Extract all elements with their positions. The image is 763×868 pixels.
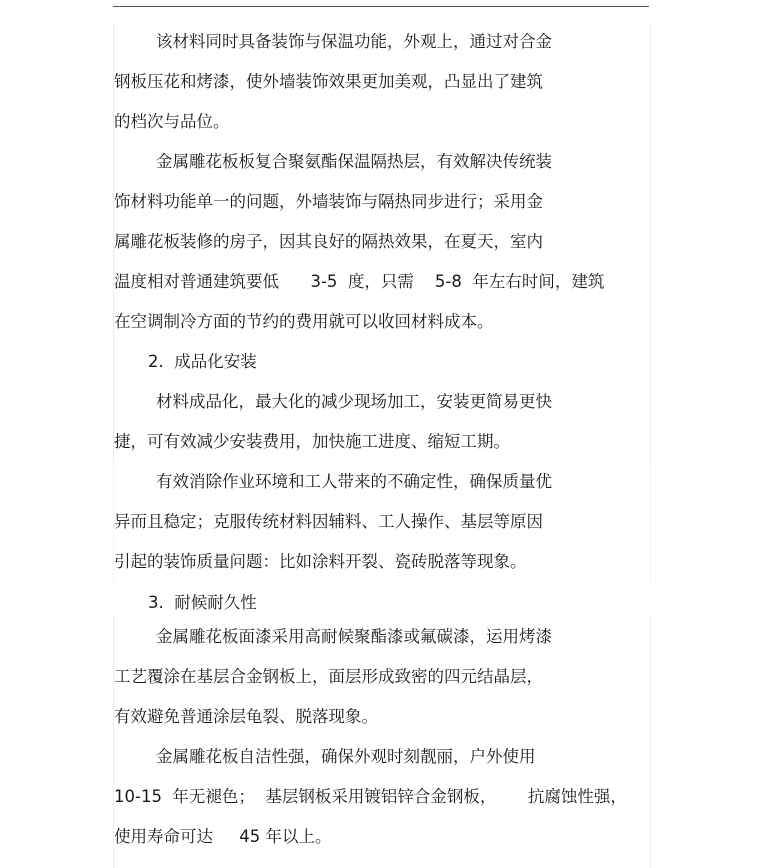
section-heading: 2. 成品化安装 [148,352,257,371]
paragraph-line: 有效避免普通涂层龟裂、脱落现象。 [114,707,378,726]
paragraph-line: 引起的装饰质量问题：比如涂料开裂、瓷砖脱落等现象。 [114,552,527,571]
paragraph-line: 饰材料功能单一的问题，外墙装饰与隔热同步进行；采用金 [114,192,543,211]
paragraph-line: 有效消除作业环境和工人带来的不确定性，确保质量优 [156,472,552,491]
paragraph-line: 使用寿命可达 45 年以上。 [114,827,332,846]
paragraph-line: 温度相对普通建筑要低 3-5 度，只需 5-8 年左右时间，建筑 [114,272,605,291]
paragraph-line: 异而且稳定；克服传统材料因辅料、工人操作、基层等原因 [114,512,543,531]
paragraph-line: 金属雕花板板复合聚氨酯保温隔热层，有效解决传统装 [156,152,552,171]
paragraph-line: 10-15 年无褪色； 基层钢板采用镀铝锌合金钢板， 抗腐蚀性强， [114,787,627,806]
section-heading: 3. 耐候耐久性 [148,593,257,612]
paragraph-line: 材料成品化，最大化的减少现场加工，安装更简易更快 [156,392,552,411]
paragraph-line: 在空调制冷方面的节约的费用就可以收回材料成本。 [114,312,494,331]
paragraph-line: 钢板压花和烤漆，使外墙装饰效果更加美观，凸显出了建筑 [114,72,543,91]
paragraph-line: 工艺覆涂在基层合金钢板上，面层形成致密的四元结晶层， [114,667,543,686]
paragraph-line: 金属雕花板面漆采用高耐候聚酯漆或氟碳漆，运用烤漆 [156,627,552,646]
paragraph-line: 属雕花板装修的房子，因其良好的隔热效果，在夏天，室内 [114,232,543,251]
paragraph-line: 金属雕花板自洁性强，确保外观时刻靓丽，户外使用 [156,747,536,766]
paragraph-line: 捷，可有效减少安装费用，加快施工进度、缩短工期。 [114,432,510,451]
paragraph-line: 该材料同时具备装饰与保温功能，外观上，通过对合金 [156,32,552,51]
top-divider [113,6,649,7]
paragraph-line: 的档次与品位。 [114,112,230,131]
